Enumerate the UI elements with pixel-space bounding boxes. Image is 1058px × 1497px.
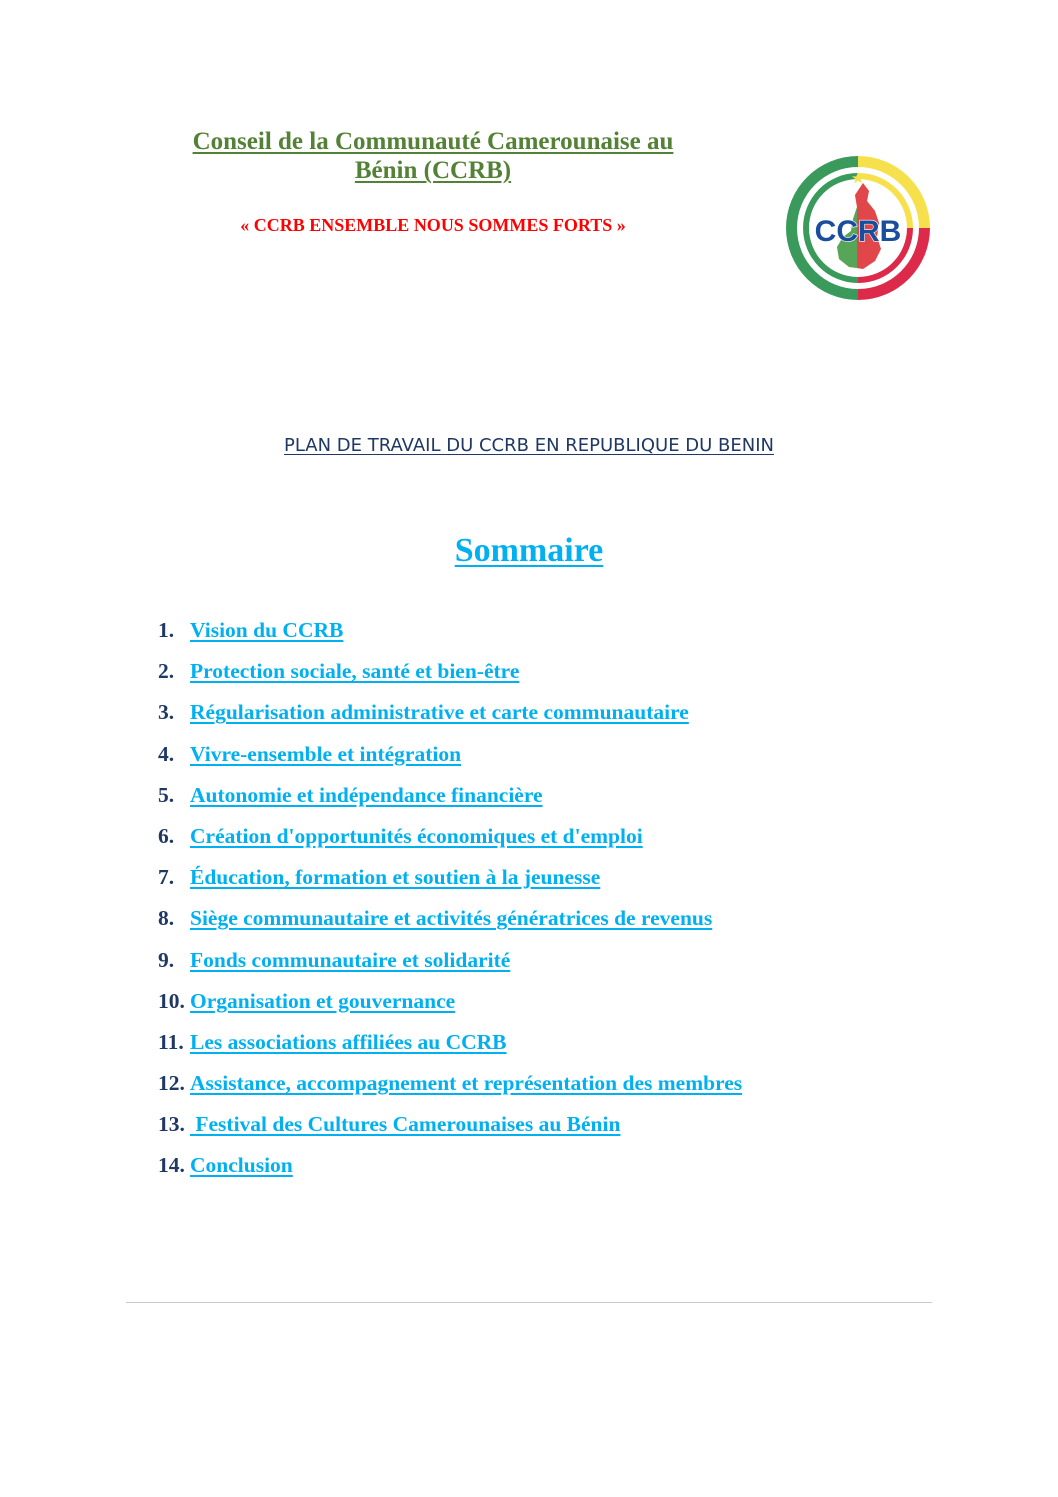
plan-title: PLAN DE TRAVAIL DU CCRB EN REPUBLIQUE DU BENIN: [284, 435, 774, 456]
toc-link-conclusion[interactable]: Conclusion: [190, 1153, 293, 1178]
toc-item-number: 12.: [158, 1071, 185, 1096]
toc-item-number: 1.: [158, 618, 175, 642]
logo-text: CCRB: [814, 215, 902, 248]
toc-link-fonds[interactable]: Fonds communautaire et solidarité: [190, 947, 511, 972]
toc-heading: Sommaire: [454, 532, 604, 569]
toc-item-education: [158, 862, 918, 903]
toc-item-conclusion: [158, 1150, 918, 1191]
organization-title-line-1: Conseil de la Communauté Camerounaise au: [192, 128, 674, 155]
toc-link-education[interactable]: Éducation, formation et soutien à la jeunesse: [190, 865, 601, 890]
toc-item-autonomie: [158, 780, 918, 821]
toc-link-organisation[interactable]: Organisation et gouvernance: [190, 988, 456, 1013]
toc-item-number: 5.: [158, 782, 175, 807]
toc-item-number: 11.: [158, 1029, 184, 1054]
table-of-contents: [158, 615, 918, 1192]
toc-item-protection-sociale: [158, 656, 918, 697]
toc-link-festival[interactable]: Festival des Cultures Camerounaises au Bénin: [190, 1112, 621, 1137]
toc-item-opportunites: [158, 821, 918, 862]
toc-item-number: 9.: [158, 947, 175, 972]
toc-link-siege[interactable]: Siège communautaire et activités génératrices de revenus: [190, 906, 713, 931]
toc-link-autonomie[interactable]: Autonomie et indépendance financière: [190, 782, 543, 807]
toc-item-associations: [158, 1027, 918, 1068]
toc-item-vivre-ensemble: [158, 739, 918, 780]
toc-item-siege: [158, 903, 918, 944]
toc-link-vivre-ensemble[interactable]: Vivre-ensemble et intégration: [190, 741, 462, 766]
organization-title-line-2: Bénin (CCRB): [354, 157, 512, 184]
ccrb-logo: [783, 153, 933, 303]
toc-item-number: 2.: [158, 659, 175, 684]
toc-item-number: 7.: [158, 865, 175, 890]
toc-item-fonds: [158, 945, 918, 986]
toc-link-assistance[interactable]: Assistance, accompagnement et représentation des membres: [190, 1071, 743, 1096]
toc-item-regularisation: [158, 697, 918, 738]
motto: « CCRB ENSEMBLE NOUS SOMMES FORTS »: [240, 215, 626, 235]
toc-item-number: 4.: [158, 741, 175, 766]
toc-item-number: 13.: [158, 1112, 185, 1137]
toc-item-number: 8.: [158, 906, 175, 931]
toc-item-organisation: [158, 986, 918, 1027]
footer-divider: [126, 1302, 932, 1303]
toc-item-number: 6.: [158, 823, 175, 848]
toc-link-regularisation[interactable]: Régularisation administrative et carte communautaire: [190, 700, 689, 725]
organization-title: [140, 127, 726, 185]
toc-link-opportunites[interactable]: Création d'opportunités économiques et d'emploi: [190, 823, 643, 848]
toc-item-number: 10.: [158, 988, 185, 1013]
toc-link-associations[interactable]: Les associations affiliées au CCRB: [190, 1029, 507, 1054]
toc-item-number: 3.: [158, 700, 175, 725]
toc-item-assistance: [158, 1068, 918, 1109]
toc-item-vision: [158, 615, 918, 656]
toc-link-protection-sociale[interactable]: Protection sociale, santé et bien-être: [190, 659, 520, 684]
toc-item-festival: [158, 1109, 918, 1150]
toc-link-vision[interactable]: Vision du CCRB: [190, 618, 344, 642]
toc-item-number: 14.: [158, 1153, 185, 1178]
